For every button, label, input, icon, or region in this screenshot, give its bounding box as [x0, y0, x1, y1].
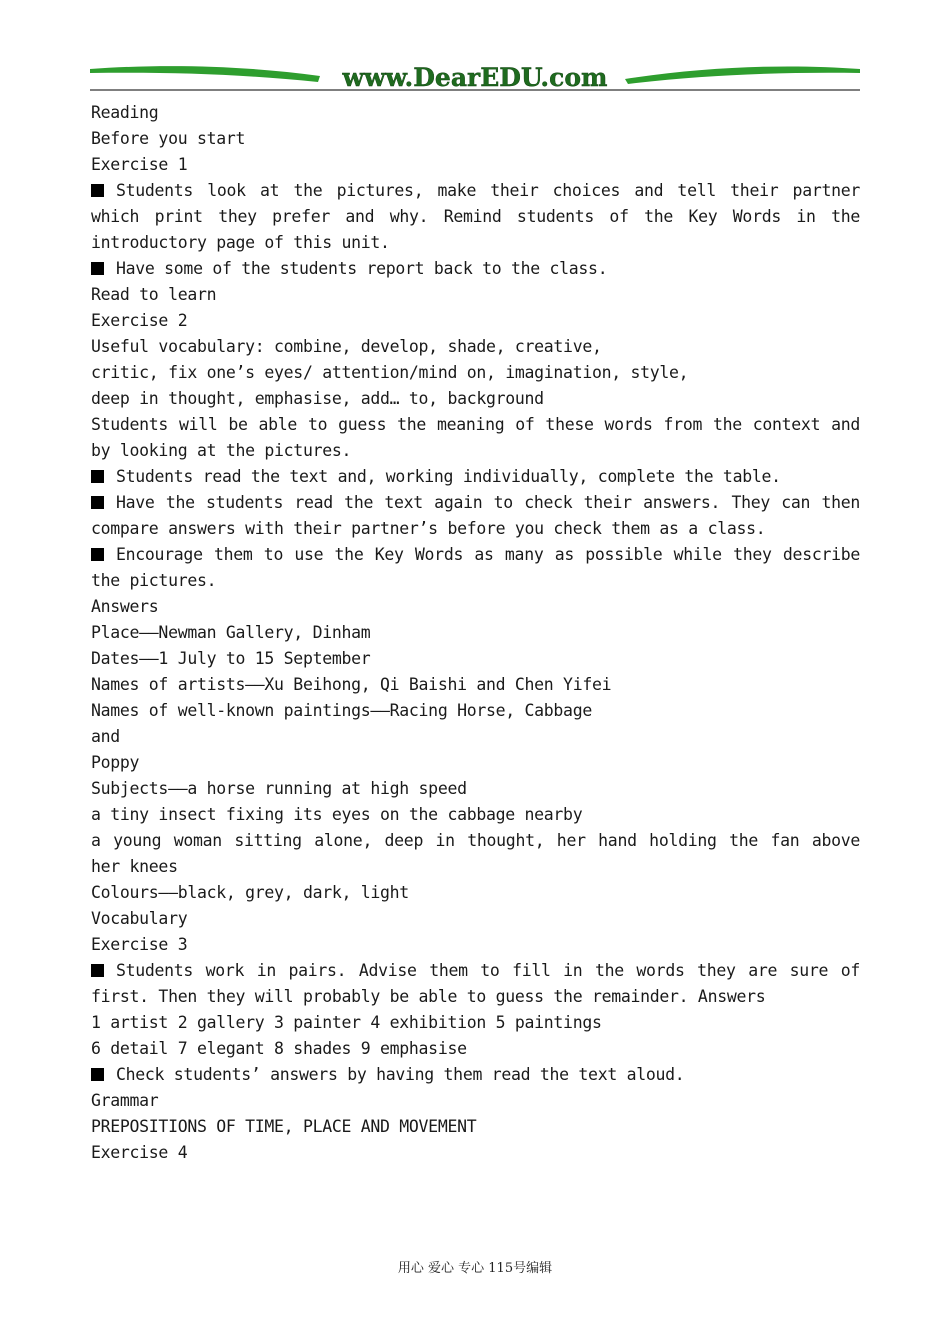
bullet-paragraph — [91, 1062, 860, 1088]
line-text: Useful vocabulary: combine, develop, shade, creative, — [91, 337, 602, 356]
line-text: Exercise 1 — [91, 155, 188, 174]
line-text: Answers — [91, 597, 159, 616]
line-text: PREPOSITIONS OF TIME, PLACE AND MOVEMENT — [91, 1117, 477, 1136]
header-swoosh-graphic — [90, 60, 860, 94]
line-text: Students read the text and, working individually, complete the table. — [116, 467, 781, 486]
text-line — [91, 1088, 860, 1114]
square-bullet-icon — [91, 548, 104, 561]
text-line — [91, 750, 860, 776]
line-text: critic, fix one’s eyes/ attention/mind on, imagination, style, — [91, 363, 689, 382]
line-text: Poppy — [91, 753, 140, 772]
line-text: Exercise 2 — [91, 311, 188, 330]
left-green-swoosh — [90, 66, 320, 82]
line-text: Students work in pairs. Advise them to fill in the words they are sure of first. Then they will probably be able to guess the remainder. Answers — [91, 961, 860, 1006]
bullet-paragraph — [91, 464, 860, 490]
text-line — [91, 412, 860, 464]
text-line — [91, 802, 860, 828]
text-line — [91, 334, 860, 360]
bullet-paragraph — [91, 490, 860, 542]
text-line — [91, 1114, 860, 1140]
line-text: Check students’ answers by having them read the text aloud. — [116, 1065, 685, 1084]
text-line — [91, 386, 860, 412]
line-text: a tiny insect fixing its eyes on the cabbage nearby — [91, 805, 583, 824]
square-bullet-icon — [91, 470, 104, 483]
line-text: Students look at the pictures, make their choices and tell their partner which print they prefer and why. Remind students of the Key Words in the introductory page of this unit. — [91, 181, 860, 252]
line-text: Names of artists——Xu Beihong, Qi Baishi and Chen Yifei — [91, 675, 612, 694]
line-text: Reading — [91, 103, 159, 122]
text-line — [91, 646, 860, 672]
right-green-swoosh — [625, 66, 860, 84]
text-line — [91, 282, 860, 308]
line-text: 1 artist 2 gallery 3 painter 4 exhibition 5 paintings — [91, 1013, 602, 1032]
line-text: Have some of the students report back to the class. — [116, 259, 608, 278]
square-bullet-icon — [91, 496, 104, 509]
text-line — [91, 906, 860, 932]
line-text: Exercise 3 — [91, 935, 188, 954]
bullet-paragraph — [91, 256, 860, 282]
text-line — [91, 776, 860, 802]
line-text: and — [91, 727, 120, 746]
text-line — [91, 828, 860, 880]
line-text: Names of well-known paintings——Racing Horse, Cabbage — [91, 701, 592, 720]
line-text: Before you start — [91, 129, 246, 148]
square-bullet-icon — [91, 964, 104, 977]
text-line — [91, 724, 860, 750]
text-line — [91, 1010, 860, 1036]
text-line — [91, 620, 860, 646]
line-text: Place——Newman Gallery, Dinham — [91, 623, 371, 642]
text-line — [91, 698, 860, 724]
text-line — [91, 152, 860, 178]
line-text: deep in thought, emphasise, add… to, background — [91, 389, 544, 408]
bullet-paragraph — [91, 958, 860, 1010]
bullet-paragraph — [91, 178, 860, 256]
text-line — [91, 880, 860, 906]
text-line — [91, 100, 860, 126]
line-text: Students will be able to guess the meaning of these words from the context and by looking at the pictures. — [91, 415, 860, 460]
square-bullet-icon — [91, 1068, 104, 1081]
line-text: Grammar — [91, 1091, 159, 1110]
square-bullet-icon — [91, 184, 104, 197]
text-line — [91, 360, 860, 386]
line-text: Colours——black, grey, dark, light — [91, 883, 409, 902]
line-text: Read to learn — [91, 285, 217, 304]
line-text: Encourage them to use the Key Words as many as possible while they describe the pictures. — [91, 545, 860, 590]
bullet-paragraph — [91, 542, 860, 594]
line-text: Subjects——a horse running at high speed — [91, 779, 467, 798]
line-text: Have the students read the text again to check their answers. They can then compare answers with their partner’s before you check them as a class. — [91, 493, 860, 538]
text-line — [91, 1140, 860, 1166]
line-text: Vocabulary — [91, 909, 188, 928]
text-line — [91, 932, 860, 958]
text-line — [91, 594, 860, 620]
page-footer: 用心 爱心 专心 115号编辑 — [397, 1261, 553, 1276]
document-body — [91, 100, 860, 1166]
line-text: 6 detail 7 elegant 8 shades 9 emphasise — [91, 1039, 467, 1058]
line-text: Dates——1 July to 15 September — [91, 649, 371, 668]
square-bullet-icon — [91, 262, 104, 275]
line-text: a young woman sitting alone, deep in thought, her hand holding the fan above her knees — [91, 831, 860, 876]
line-text: Exercise 4 — [91, 1143, 188, 1162]
site-logo-text: www.DearEDU.com — [342, 63, 608, 92]
text-line — [91, 126, 860, 152]
site-header-banner — [90, 60, 860, 94]
text-line — [91, 308, 860, 334]
text-line — [91, 672, 860, 698]
text-line — [91, 1036, 860, 1062]
